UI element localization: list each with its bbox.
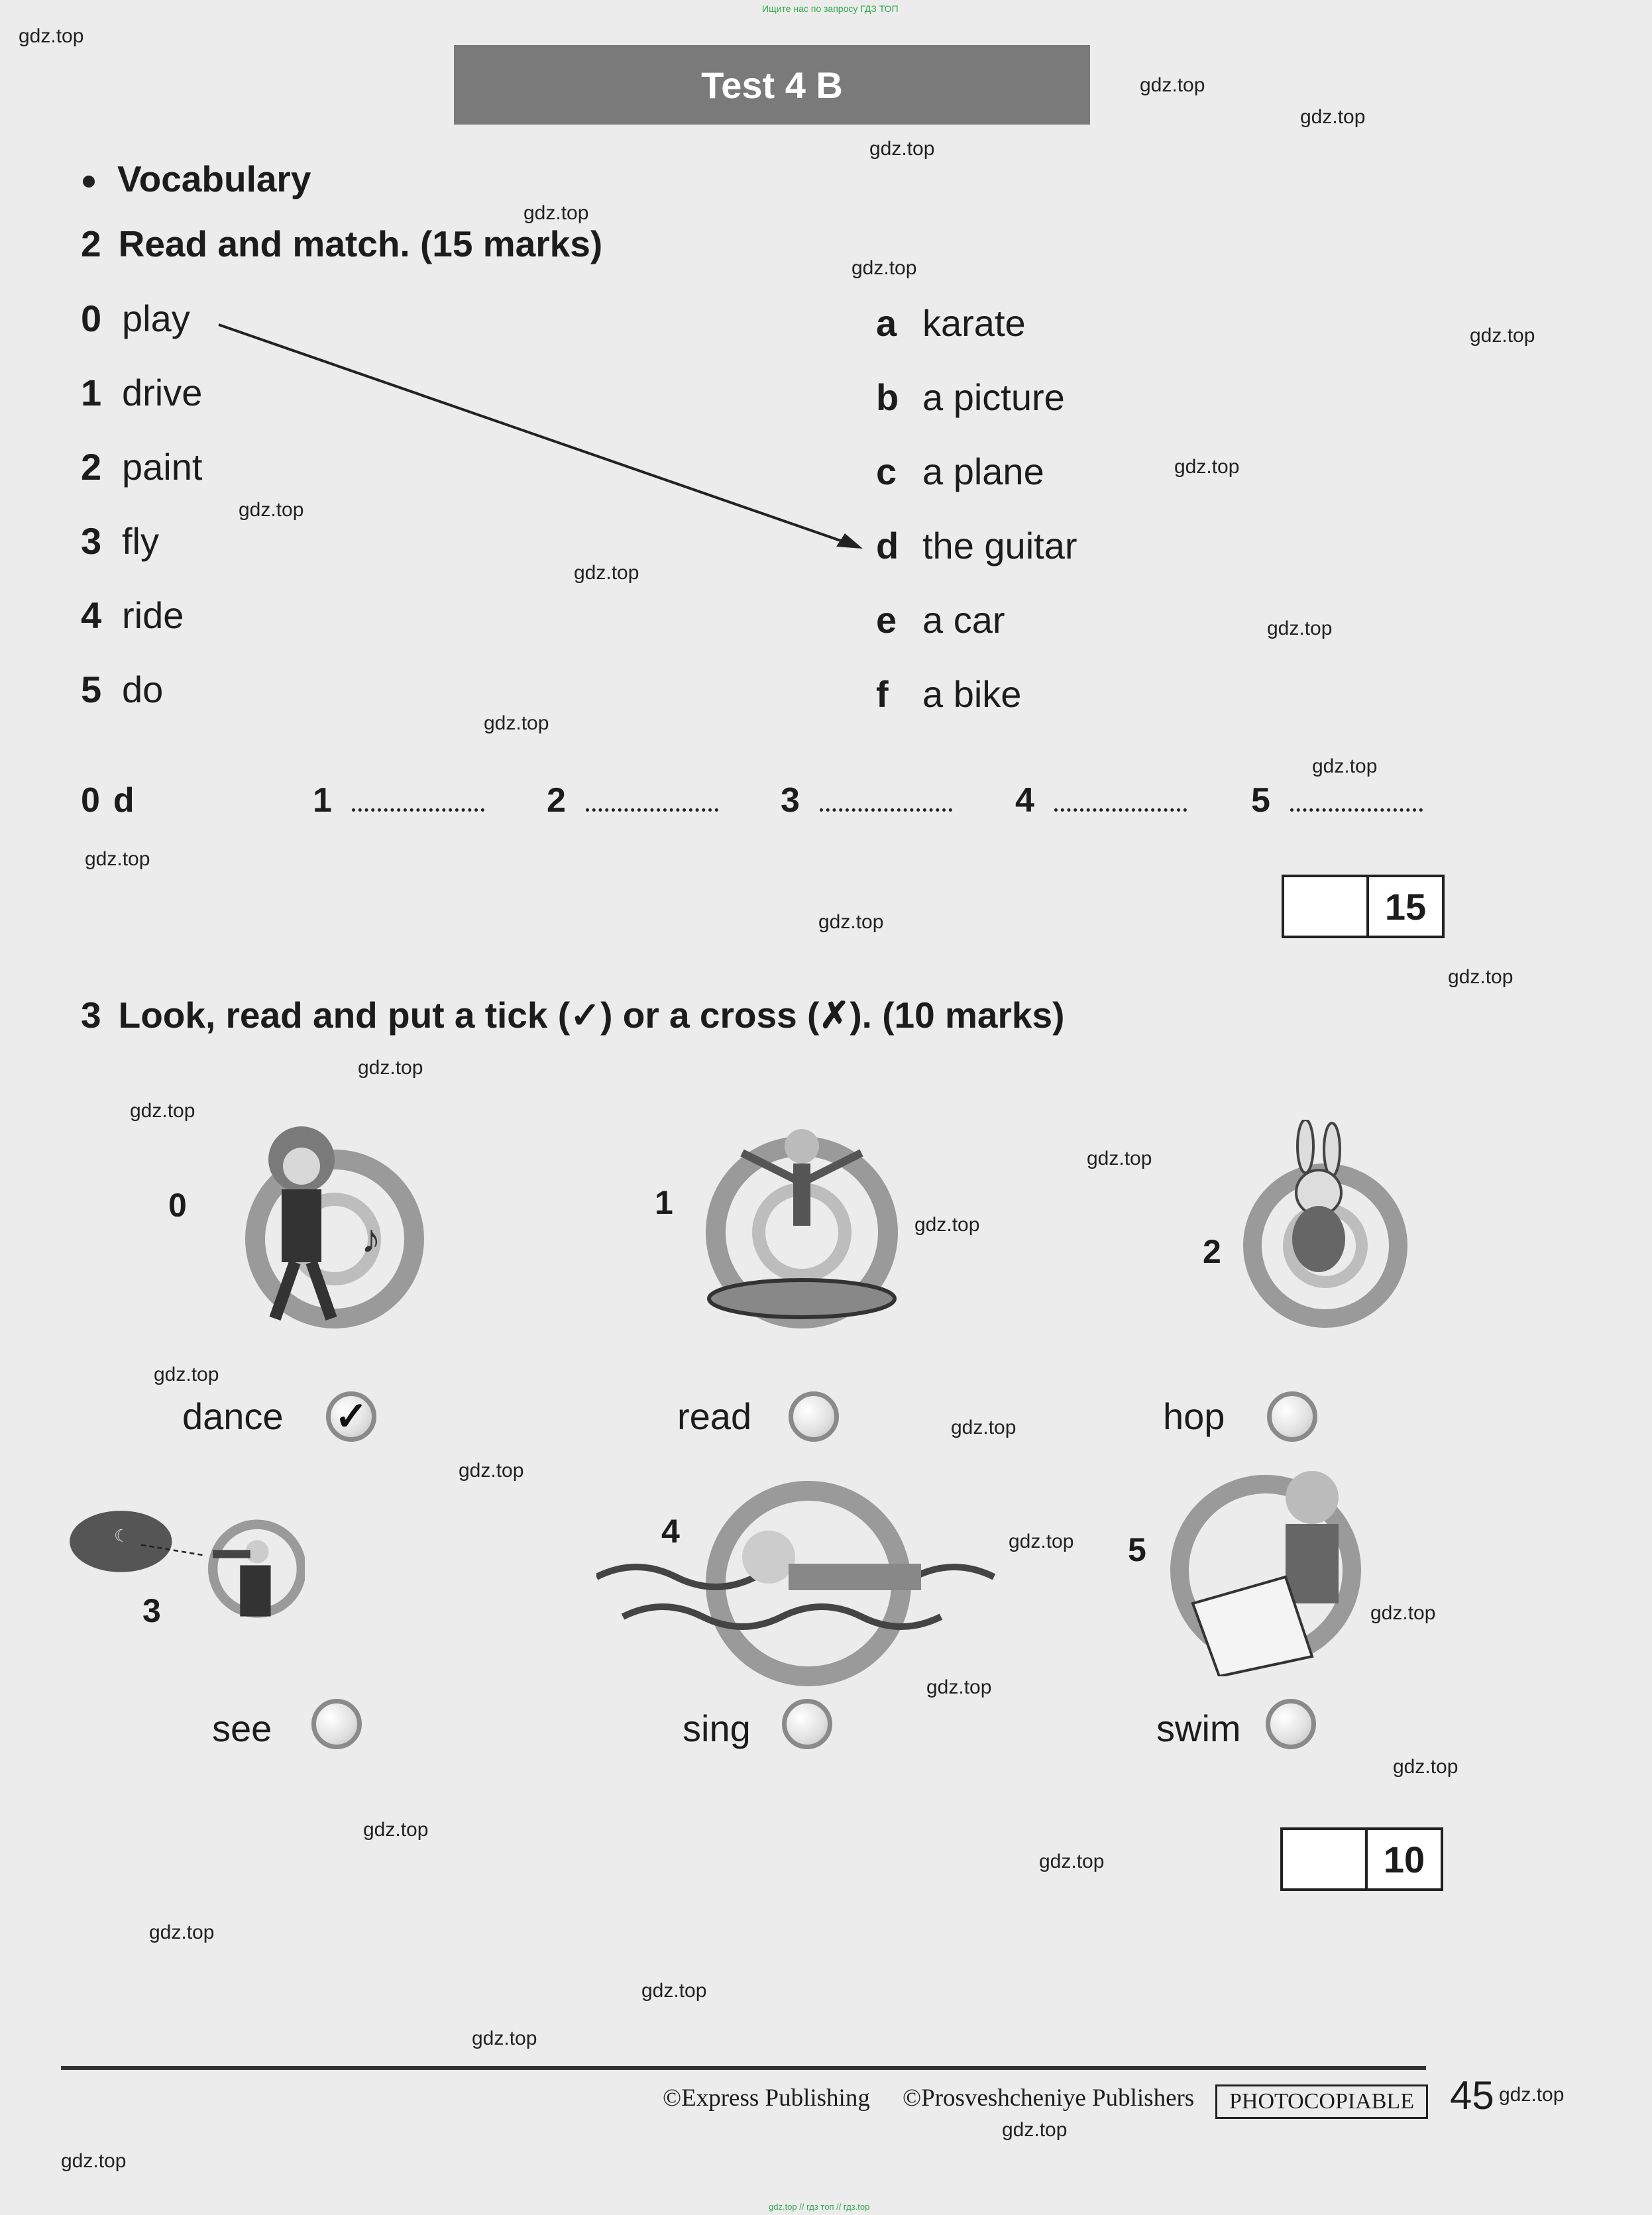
watermark: gdz.top: [926, 1676, 992, 1698]
word-number: 1: [81, 372, 102, 413]
option-text: a plane: [922, 451, 1044, 492]
boy-telescope-icon: [66, 1458, 305, 1676]
answer-number: 4: [1015, 781, 1034, 820]
watermark: gdz.top: [818, 911, 884, 933]
svg-text:☾: ☾: [114, 1527, 130, 1546]
task3-instruction: [81, 994, 1064, 1036]
word-text: paint: [122, 446, 203, 488]
action-word: hop: [1163, 1395, 1225, 1437]
watermark: gdz.top: [1002, 2119, 1068, 2141]
answer-blank[interactable]: [1290, 795, 1423, 812]
task3-number: 3: [81, 995, 101, 1036]
score-blank: [1284, 877, 1369, 936]
boy-swimming-icon: [596, 1471, 1007, 1690]
task2-number: 2: [81, 223, 101, 264]
watermark: gdz.top: [1312, 755, 1378, 777]
word-number: 3: [81, 520, 102, 562]
watermark: gdz.top: [61, 2150, 127, 2172]
footer-divider: [61, 2066, 1426, 2070]
watermark: gdz.top: [574, 562, 639, 584]
watermark: gdz.top: [484, 712, 549, 734]
word-text: fly: [122, 520, 159, 562]
tick-circle-5[interactable]: [1266, 1699, 1316, 1749]
girl-dancing-icon: [195, 1113, 434, 1332]
task3-text: Look, read and put a tick (✓) or a cross (✗). (10 marks): [118, 995, 1065, 1036]
watermark: gdz.top: [1267, 618, 1333, 639]
task2-score-box: [1282, 875, 1445, 938]
watermark: gdz.top: [869, 138, 935, 160]
watermark: gdz.top: [641, 1980, 707, 2002]
publisher-credit-1: ©Express Publishing: [663, 2084, 870, 2112]
score-blank: [1283, 1830, 1368, 1888]
option-letter: c: [876, 451, 897, 492]
watermark: gdz.top: [472, 2027, 537, 2049]
action-word: read: [677, 1395, 752, 1437]
watermark: gdz.top: [914, 1214, 980, 1236]
watermark: gdz.top: [19, 25, 84, 47]
section-label: Vocabulary: [117, 158, 311, 199]
watermark: gdz.top: [1448, 966, 1514, 988]
task3-score-box: [1280, 1827, 1443, 1891]
option-text: a bike: [922, 673, 1022, 715]
publisher-credit-2: ©Prosveshcheniye Publishers: [903, 2084, 1195, 2112]
answer-number: 2: [547, 781, 566, 820]
watermark: gdz.top: [1039, 1851, 1105, 1872]
word-number: 4: [81, 594, 102, 636]
tick-circle-1[interactable]: [789, 1391, 839, 1442]
header-note: Ищите нас по запросу ГДЗ ТОП: [762, 3, 899, 14]
option-text: karate: [922, 302, 1026, 344]
watermark: gdz.top: [358, 1057, 423, 1079]
tick-circle-0[interactable]: [326, 1391, 376, 1442]
picture-number: 2: [1203, 1233, 1221, 1270]
svg-text:♪: ♪: [361, 1216, 381, 1261]
watermark: gdz.top: [1393, 1756, 1459, 1778]
action-word: dance: [182, 1395, 284, 1437]
word-number: 0: [81, 297, 102, 339]
option-text: a picture: [922, 376, 1065, 418]
option-text: the guitar: [922, 525, 1077, 567]
option-letter: b: [876, 376, 899, 418]
picture-number: 3: [142, 1592, 161, 1629]
option-letter: a: [876, 302, 897, 344]
girl-drawing-icon: [1153, 1458, 1392, 1676]
answer-3[interactable]: [781, 781, 952, 820]
page-number: 45: [1450, 2073, 1494, 2118]
picture-number: 4: [661, 1513, 680, 1550]
watermark: gdz.top: [1009, 1531, 1074, 1552]
answer-number: 1: [313, 781, 332, 820]
watermark: gdz.top: [1499, 2084, 1565, 2106]
watermark: gdz.top: [85, 848, 150, 870]
watermark: gdz.top: [154, 1364, 219, 1385]
word-text: ride: [122, 594, 184, 636]
answer-5[interactable]: [1251, 781, 1423, 820]
watermark: gdz.top: [239, 499, 304, 521]
watermark: gdz.top: [1300, 106, 1366, 128]
word-number: 2: [81, 446, 102, 488]
word-number: 5: [81, 669, 102, 710]
score-max: 15: [1384, 885, 1427, 928]
watermark: gdz.top: [852, 257, 917, 279]
watermark: gdz.top: [1470, 325, 1535, 347]
action-word: see: [212, 1707, 272, 1749]
word-text: play: [122, 297, 190, 339]
option-letter: d: [876, 525, 899, 567]
option-text: a car: [922, 599, 1005, 641]
tick-circle-3[interactable]: [311, 1699, 362, 1749]
answer-blank[interactable]: [1054, 795, 1187, 812]
option-letter: e: [876, 599, 897, 641]
answer-4[interactable]: [1015, 781, 1187, 820]
action-word: sing: [683, 1707, 751, 1749]
tick-mark: ✓: [334, 1394, 368, 1438]
answer-blank[interactable]: [586, 795, 718, 812]
watermark: gdz.top: [1087, 1148, 1152, 1169]
tick-circle-4[interactable]: [782, 1699, 832, 1749]
answer-number: 0: [81, 781, 100, 820]
picture-number: 1: [655, 1184, 673, 1221]
task2-text: Read and match. (15 marks): [118, 223, 603, 264]
answer-blank[interactable]: [352, 795, 484, 812]
answer-number: 5: [1251, 781, 1270, 820]
answer-blank[interactable]: [820, 795, 952, 812]
picture-number: 0: [168, 1187, 187, 1224]
bottom-note: gdz.top // гдз топ // гдз.top: [769, 2202, 870, 2212]
picture-number: 5: [1128, 1531, 1146, 1568]
word-text: do: [122, 669, 164, 710]
answer-1[interactable]: [313, 781, 484, 820]
watermark: gdz.top: [1140, 74, 1205, 96]
word-text: drive: [122, 372, 203, 413]
score-max: 10: [1383, 1838, 1425, 1880]
photocopiable-badge: PHOTOCOPIABLE: [1215, 2084, 1428, 2119]
boy-trampoline-icon: [683, 1120, 921, 1338]
answer-0: [81, 781, 135, 820]
watermark: gdz.top: [1174, 456, 1240, 478]
watermark: gdz.top: [130, 1100, 195, 1122]
watermark: gdz.top: [459, 1460, 524, 1482]
answer-number: 3: [781, 781, 800, 820]
watermark: gdz.top: [523, 202, 589, 224]
action-word: swim: [1156, 1707, 1241, 1749]
watermark: gdz.top: [951, 1417, 1017, 1438]
watermark: gdz.top: [149, 1921, 215, 1943]
answer-value: d: [113, 781, 135, 820]
answer-2[interactable]: [547, 781, 718, 820]
test-title: Test 4 B: [454, 45, 1090, 125]
rabbit-hopping-icon: [1180, 1120, 1418, 1338]
watermark: gdz.top: [1370, 1602, 1436, 1624]
watermark: gdz.top: [363, 1819, 429, 1841]
tick-circle-2[interactable]: [1267, 1391, 1317, 1442]
option-letter: f: [876, 673, 889, 715]
